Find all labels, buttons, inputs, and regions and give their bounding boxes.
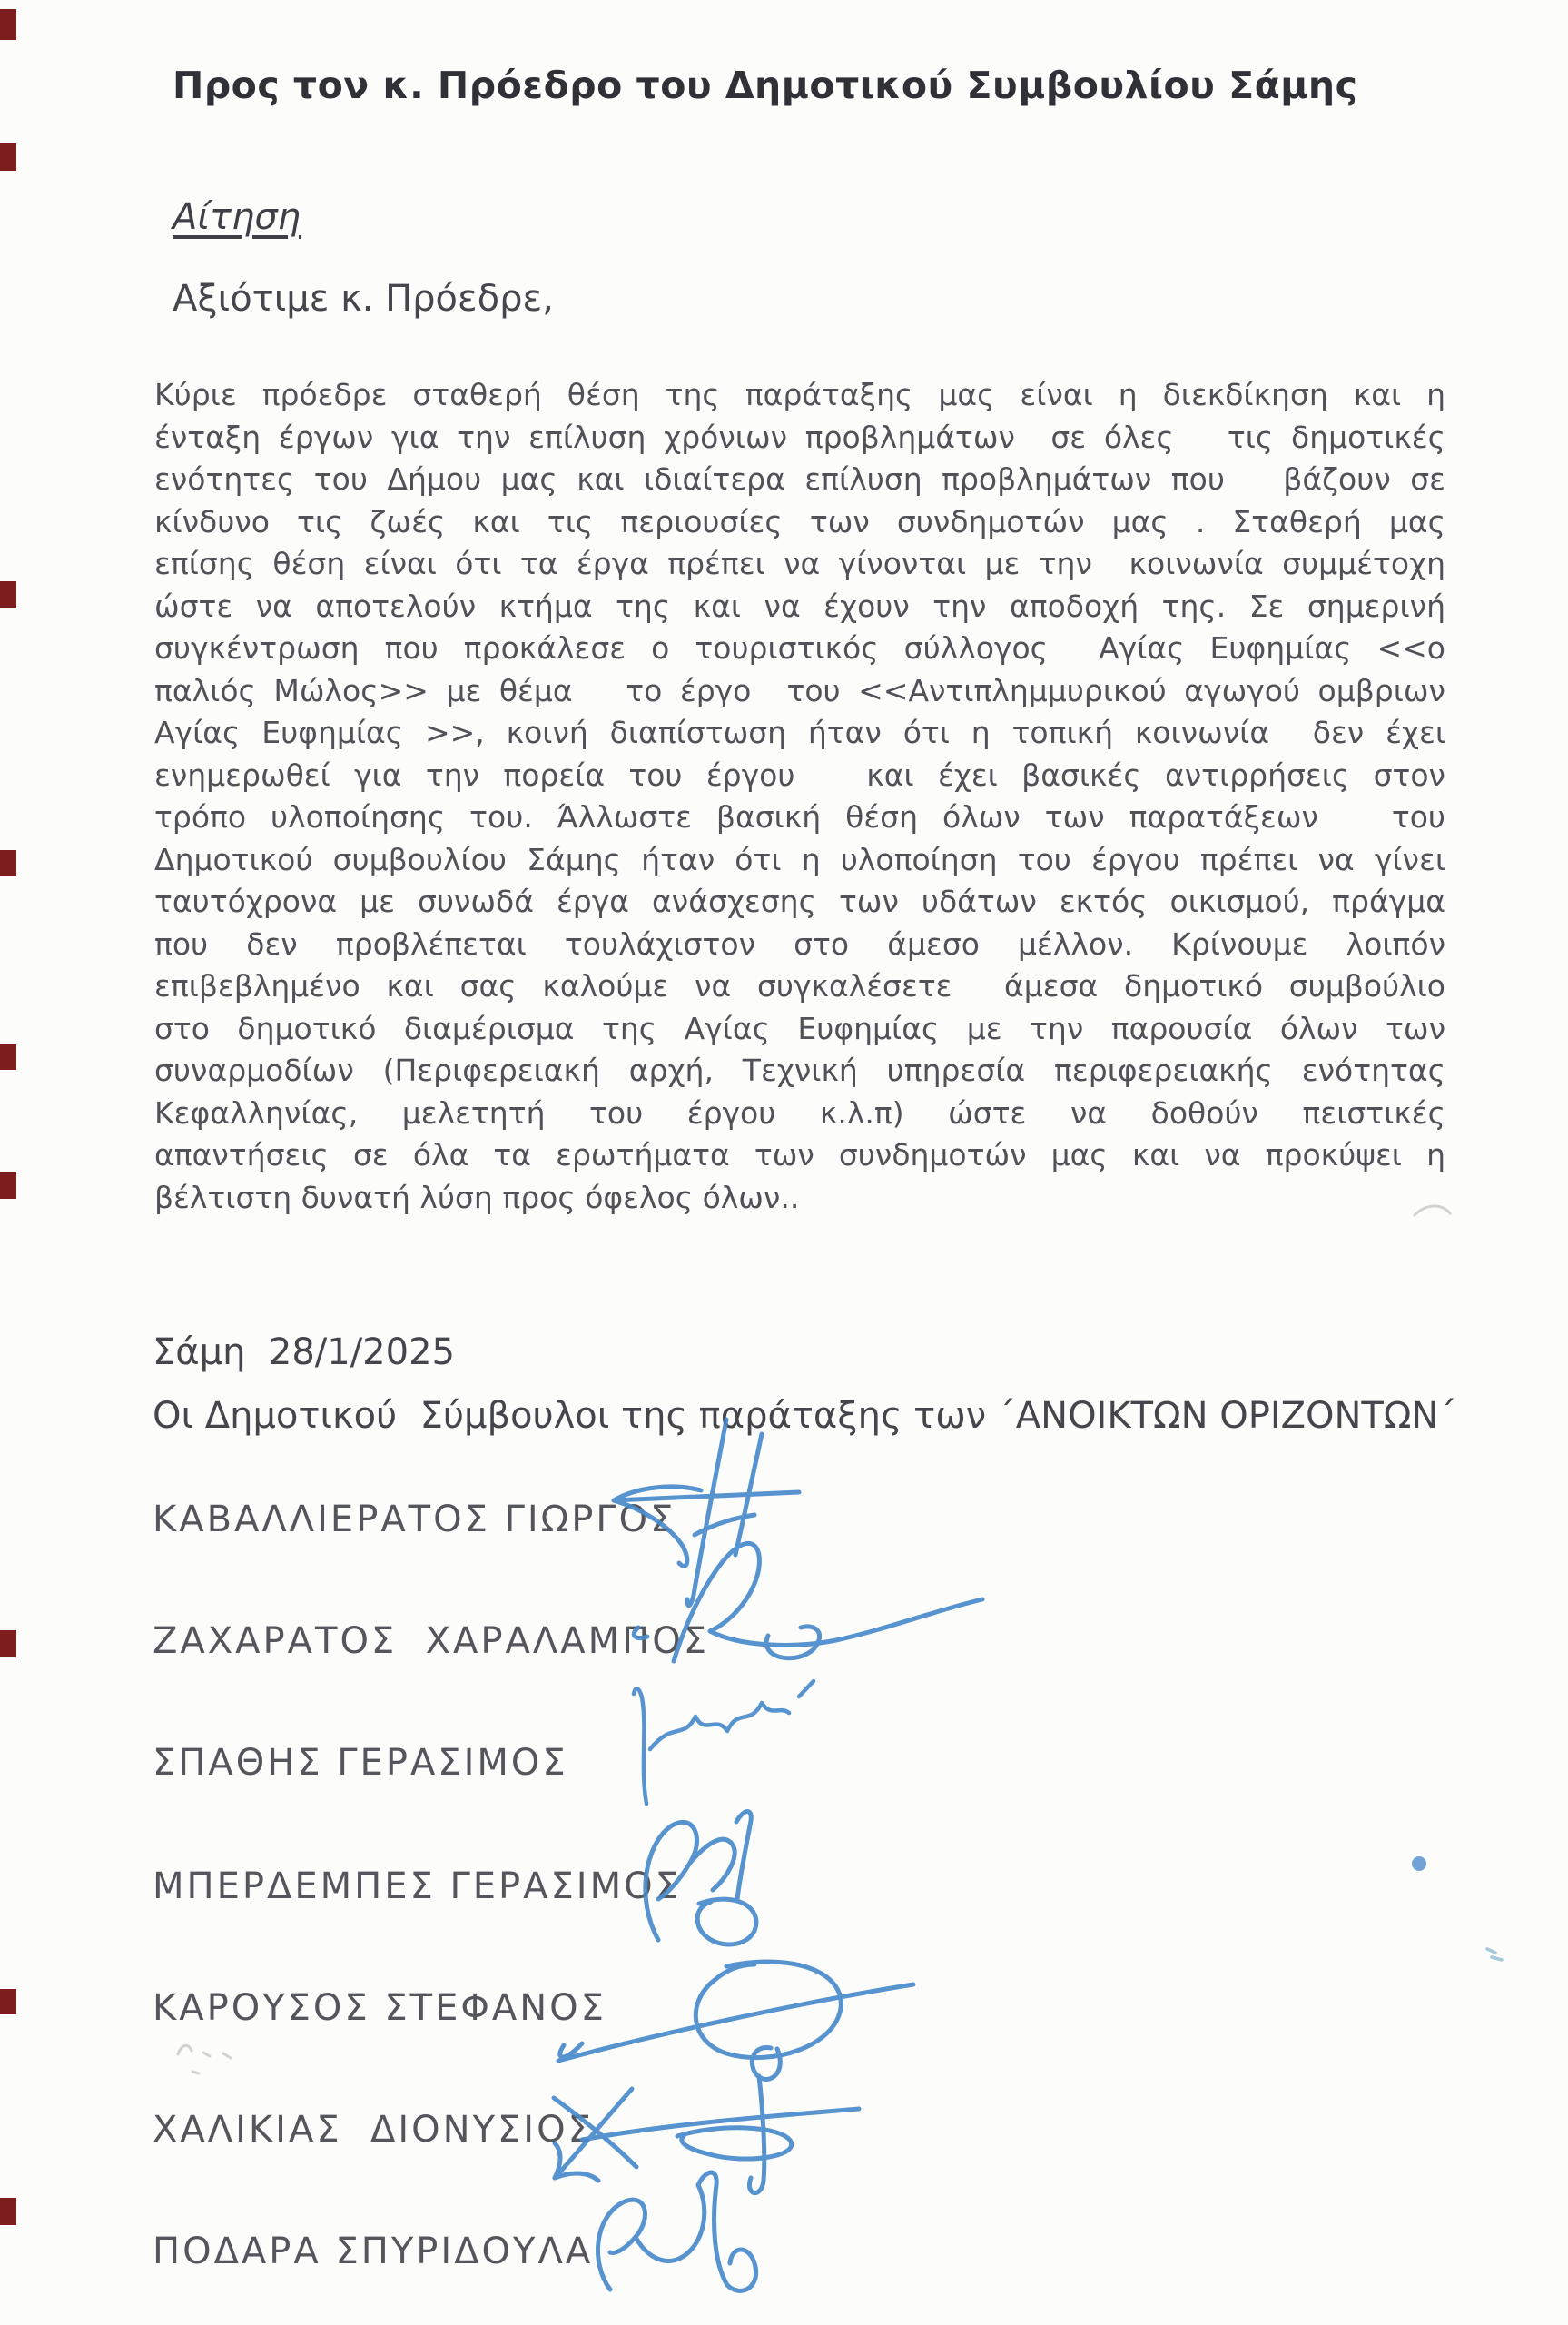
recipient-line: Προς τον κ. Πρόεδρο του Δημοτικού Συμβουλίου Σάμης xyxy=(173,64,1358,107)
request-label: Αίτηση xyxy=(173,196,301,238)
body-line: ώστε να αποτελούν κτήμα της και να έχουν την αποδοχή της. Σε σημερινή xyxy=(154,588,1445,624)
body-line: ταυτόχρονα με συνωδά έργα ανάσχεσης των υδάτων εκτός οικισμού, πράγμα xyxy=(154,884,1445,919)
signatory-name-spathis: ΣΠΑΘΗΣ ΓΕΡΑΣΙΜΟΣ xyxy=(153,1742,568,1784)
scan-edge-mark xyxy=(0,850,16,876)
body-line: ενότητες του Δήμου μας και ιδιαίτερα επίλυση προβλημάτων που βάζουν σε xyxy=(154,461,1445,497)
salutation: Αξιότιμε κ. Πρόεδρε, xyxy=(173,278,554,320)
body-line: βέλτιστη δυνατή λύση προς όφελος όλων.. xyxy=(154,1179,800,1215)
body-line: Αγίας Ευφημίας >>, κοινή διαπίστωση ήταν ότι η τοπική κοινωνία δεν έχει xyxy=(154,715,1445,750)
signature-podara xyxy=(597,2172,755,2290)
body-line: επίσης θέση είναι ότι τα έργα πρέπει να γίνονται με την κοινωνία συμμέτοχη xyxy=(154,546,1445,581)
signatory-name-podara: ΠΟΔΑΡΑ ΣΠΥΡΙΔΟΥΛΑ xyxy=(153,2231,594,2272)
ink-specks xyxy=(1412,1856,1502,1960)
body-line: συναρμοδίων (Περιφερειακή αρχή, Τεχνική υπηρεσία περιφερειακής ενότητας xyxy=(154,1053,1445,1088)
scan-edge-mark xyxy=(0,1989,16,2014)
body-line: Κύριε πρόεδρε σταθερή θέση της παράταξης μας είναι η διεκδίκηση και η xyxy=(154,377,1445,412)
place-date-line: Σάμη 28/1/2025 xyxy=(153,1331,455,1373)
signature-spathis xyxy=(634,1681,814,1804)
signatory-name-kavallieratos: ΚΑΒΑΛΛΙΕΡΑΤΟΣ ΓΙΩΡΓΟΣ xyxy=(153,1499,676,1540)
ink-dot xyxy=(1412,1856,1426,1871)
body-line: τρόπο υλοποίησης του. Άλλωστε βασική θέση όλων των παρατάξεων του xyxy=(154,799,1445,835)
body-line: Δημοτικού συμβουλίου Σάμης ήταν ότι η υλοποίηση του έργου πρέπει να γίνει xyxy=(154,841,1445,877)
signatory-name-zacharatos: ΖΑΧΑΡΑΤΟΣ ΧΑΡΑΛΑΜΠΟΣ xyxy=(153,1620,709,1662)
scan-edge-mark xyxy=(0,1630,16,1657)
scan-edge-mark xyxy=(0,1044,16,1070)
body-line: επιβεβλημένο και σας καλούμε να συγκαλέσετε άμεσα δημοτικό συμβούλιο xyxy=(154,968,1445,1004)
body-line: απαντήσεις σε όλα τα ερωτήματα των συνδημοτών μας και να προκύψει η xyxy=(154,1137,1445,1172)
letter-body xyxy=(154,374,1445,1219)
scan-edge-mark xyxy=(0,9,16,40)
body-line: που δεν προβλέπεται τουλάχιστον στο άμεσο μέλλον. Κρίνουμε λοιπόν xyxy=(154,925,1445,962)
signature-karousos xyxy=(558,1962,913,2079)
signatory-name-berdebes: ΜΠΕΡΔΕΜΠΕΣ ΓΕΡΑΣΙΜΟΣ xyxy=(153,1865,681,1907)
signatories-heading: Οι Δημοτικού Σύμβουλοι της παράταξης των ΄ΑΝΟΙΚΤΩΝ ΟΡΙΖΟΝΤΩΝ΄ xyxy=(153,1395,1457,1437)
body-line: στο δημοτικό διαμέρισμα της Αγίας Ευφημίας με την παρουσία όλων των xyxy=(154,1010,1445,1046)
ink-speck xyxy=(1487,1949,1502,1960)
signatory-name-karousos: ΚΑΡΟΥΣΟΣ ΣΤΕΦΑΝΟΣ xyxy=(153,1987,606,2029)
scan-edge-mark xyxy=(0,1172,16,1199)
body-line: παλιός Μώλος>> με θέμα το έργο του <<Αντιπλημμυρικού αγωγού ομβριων xyxy=(154,672,1445,708)
pencil-smudge xyxy=(178,2045,231,2073)
scan-edge-mark xyxy=(0,2198,16,2225)
body-line: κίνδυνο τις ζωές και τις περιουσίες των συνδημοτών μας . Σταθερή μας xyxy=(154,503,1445,539)
scan-edge-mark xyxy=(0,581,16,608)
body-line: Κεφαλληνίας, μελετητή του έργου κ.λ.π) ώστε να δοθούν πειστικές xyxy=(154,1094,1445,1131)
scan-edge-mark xyxy=(0,143,16,171)
signature-chalikias xyxy=(554,2076,859,2193)
body-line: συγκέντρωση που προκάλεσε ο τουριστικός σύλλογος Αγίας Ευφημίας <<ο xyxy=(154,630,1445,666)
body-line: ενημερωθεί για την πορεία του έργου και έχει βασικές αντιρρήσεις στον xyxy=(154,757,1445,793)
signatory-name-chalikias: ΧΑΛΙΚΙΑΣ ΔΙΟΝΥΣΙΟΣ xyxy=(153,2109,594,2151)
body-line: ένταξη έργων για την επίλυση χρόνιων προβλημάτων σε όλες τις δημοτικές xyxy=(154,419,1445,455)
